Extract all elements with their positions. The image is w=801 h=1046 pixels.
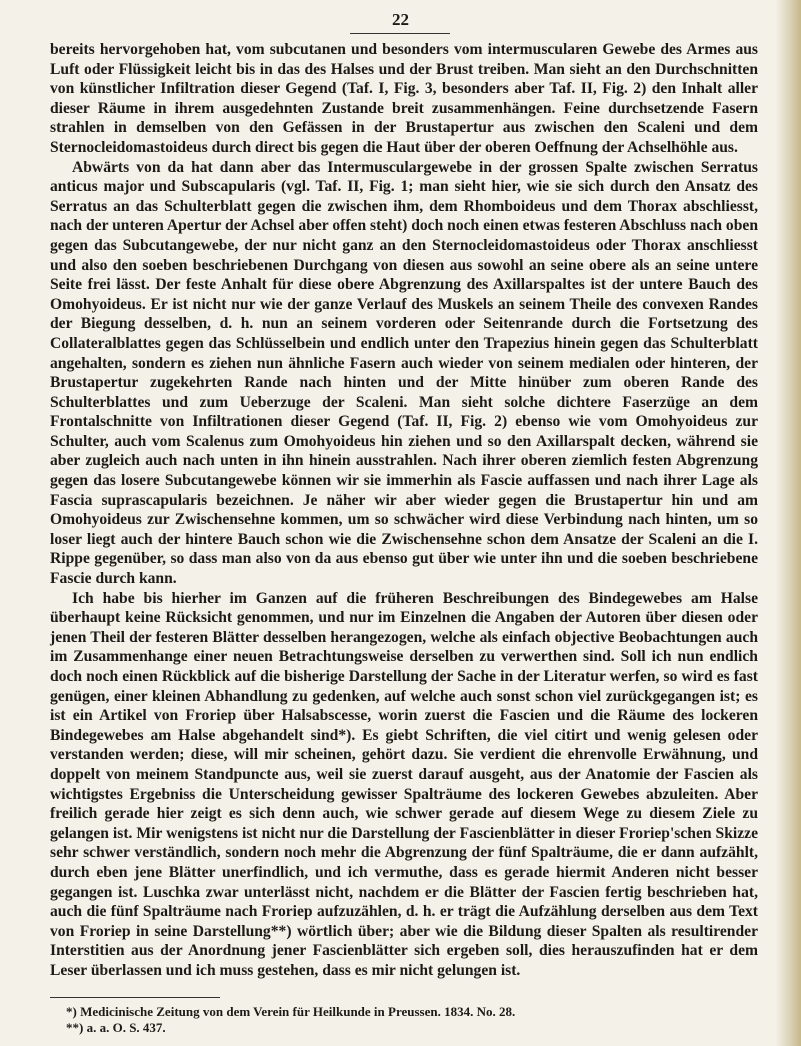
footnote-2: **) a. a. O. S. 437.: [66, 1020, 166, 1035]
page-number-rule: [350, 33, 450, 34]
paragraph-3: Ich habe bis hierher im Ganzen auf die früheren Beschreibungen des Bindegewebes am Halse überhaupt keine Rücksicht genommen, und nur im Einzelnen die Angaben der Autoren über diesen oder jenen Theil der festeren Blätter desselben herangezogen, welche als einfach objective Beobachtungen auch im Zusammenhange einer neuen Betrachtungsweise derselben zu verwerthen sind. Soll ich nun endlich doch noch einen Rückblick auf die bisherige Darstellung der Sache in der Literatur werfen, so wird es fast genügen, einer kleinen Abhandlung zu gedenken, auf welche auch sonst schon viel zurückgegangen ist; es ist ein Artikel von Froriep über Halsabscesse, worin zuerst die Fascien und die Räume des lockeren Bindegewebes am Halse abgehandelt sind*). Es giebt Schriften, die viel citirt und wenig gelesen oder verstanden werden; diese, will mir scheinen, gehört dazu. Sie verdient die ehrenvolle Erwähnung, und doppelt von meinem Standpuncte aus, weil sie zuerst darauf ausgeht, aus der Anatomie der Fascien als wichtigstes Ergebniss die Unterscheidung gewisser Spalträume des lockeren Gewebes abzuleiten. Aber freilich gerade hier zeigt es sich denn auch, wie schwer gerade auf diesem Wege zu diesem Ziele zu gelangen ist. Mir wenigstens ist nicht nur die Darstellung der Fascienblätter in dieser Froriep'schen Skizze sehr schwer verständlich, sondern noch mehr die Abgrenzung der fünf Spalträume, die er dann aufzählt, durch eben jene Blätter unerfindlich, und ich vermuthe, dass es gerade hiermit Anderen nicht besser gegangen ist. Luschka zwar unterlässt nicht, nachdem er die Blätter der Fascien fertig beschrieben hat, auch die fünf Spalträume nach Froriep aufzuzählen, d. h. er trägt die Aufzählung derselben aus dem Text von Froriep in seine Darstellung**) wörtlich über; aber wie die Bildung dieser Spalten als resultirender Interstitien aus der Anordnung jener Fascienblätter sich ergeben soll, dies herauszufinden hat er dem Leser überlassen und ich muss gestehen, dass es mir nicht gelungen ist.: [50, 589, 758, 979]
footnote-rule: [50, 997, 220, 998]
footnotes: [66, 1004, 746, 1036]
paragraph-2: Abwärts von da hat dann aber das Intermusculargewebe in der grossen Spalte zwischen Serratus anticus major und Subscapularis (vgl. Taf. II, Fig. 1; man sieht hier, wie sie sich durch den Ansatz des Serratus an das Schulterblatt gegen die zwischen ihm, dem Rhomboideus und dem Thorax abschliesst, nach der unteren Apertur der Achsel aber offen steht) doch noch einen etwas festeren Abschluss nach oben gegen das Subcutangewebe, der nur nicht ganz an den Sternocleidomastoideus oder Thorax anschliesst und also den soeben beschriebenen Durchgang von diesen aus sowohl an seine obere als an seine untere Seite frei lässt. Der feste Anhalt für diese obere Abgrenzung des Axillarspaltes ist der untere Bauch des Omohyoideus. Er ist nicht nur wie der ganze Verlauf des Muskels an seinem Theile des convexen Randes der Biegung desselben, d. h. nun an seinem vorderen oder Seitenrande durch die Fortsetzung des Collateralblattes gegen das Schlüsselbein und endlich unter den Trapezius hinein gegen das Schulterblatt angehalten, sondern es ziehen nun ähnliche Fasern auch wieder von seinem medialen oder hinteren, der Brustapertur zugekehrten Rande nach hinten und der Mitte hinüber zum oberen Rande des Schulterblattes und zum Ueberzuge der Scaleni. Man sieht solche dichtere Faserzüge an dem Frontalschnitte von Infiltrationen dieser Gegend (Taf. II, Fig. 2) ebenso wie vom Omohyoideus zur Schulter, auch vom Scalenus zum Omohyoideus hin ziehen und so den Axillarspalt decken, während sie aber zugleich auch nach unten in ihn hinein ausstrahlen. Nach ihrer oberen ziemlich festen Abgrenzung gegen das losere Subcutangewebe können wir sie immerhin als Fascie auffassen und nach ihrer Lage als Fascia suprascapularis bezeichnen. Je näher wir aber wieder gegen die Brustapertur hin und am Omohyoideus zur Zwischensehne kommen, um so schwächer wird diese Verbindung nach hinten, um so loser liegt auch der hintere Bauch schon wie die Zwischensehne schon dem Ansatze der Scaleni an die I. Rippe gegenüber, so dass man also von da aus ebenso gut über wie unter ihn und die soeben beschriebene Fascie durch kann.: [50, 158, 758, 588]
page-number: 22: [392, 10, 409, 29]
page-edge-shadow: [775, 0, 801, 1046]
paragraph-1: bereits hervorgehoben hat, vom subcutanen und besonders vom intermuscularen Gewebe des Armes aus Luft oder Flüssigkeit leicht bis in das des Halses und der Brust treiben. Man sieht an den Durchschnitten von künstlicher Infiltration dieser Gegend (Taf. I, Fig. 3, besonders aber Taf. II, Fig. 2) den Inhalt aller dieser Räume in ihrem ausgedehnten Zustande breit zusammenhängen. Feine durchsetzende Fasern strahlen in demselben von den Gefässen in der Brustapertur aus zwischen den Scaleni und dem Sternocleidomastoideus durch direct bis gegen die Haut über der oberen Oeffnung der Achselhöhle aus.: [50, 41, 758, 156]
body-text: [50, 40, 758, 981]
footnote-1: *) Medicinische Zeitung von dem Verein für Heilkunde in Preussen. 1834. No. 28.: [66, 1004, 516, 1019]
